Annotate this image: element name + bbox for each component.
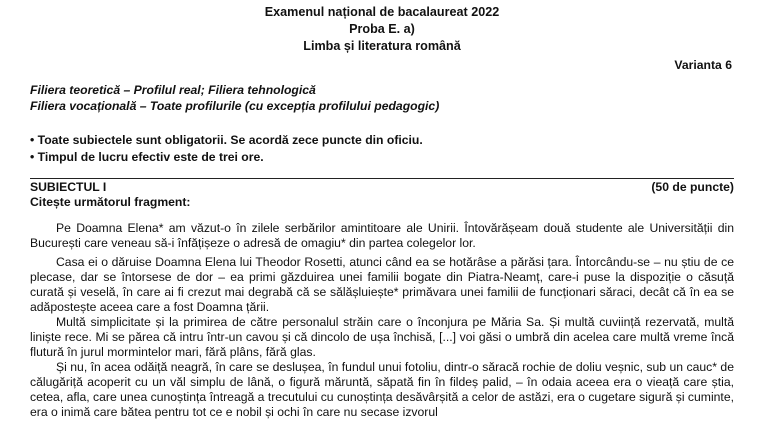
exam-probe: Proba E. a)	[349, 22, 415, 36]
section-points: (50 de puncte)	[651, 180, 734, 194]
instruction: Citește următorul fragment:	[30, 195, 191, 209]
filiera-line: Filiera teoretică – Profilul real; Filiera tehnologică	[30, 83, 316, 97]
variant-label: Varianta 6	[674, 58, 732, 72]
filiera-line: Filiera vocațională – Toate profilurile (cu excepția profilului pedagogic)	[30, 99, 440, 113]
rule-item: • Timpul de lucru efectiv este de trei ore.	[30, 150, 264, 164]
paragraph: Casa ei o dăruise Doamna Elena lui Theodor Rosetti, atunci când ea se hotărâse a părăsi țara. Întorcându-se – nu știu de ce plecase, dar se întorsese de dor – ea primi găzduirea unei familii bogate din Piatra-Neamț, care-i puse la dispoziție o căsuță curată și veselă, în care ai fi crezut mai degrabă că se sălășluiește* primăvara unei familii de funcționari săraci, decât că în ea se adăpostește aceea care a fost Doamna țării.	[30, 255, 734, 314]
fragment-text	[30, 221, 734, 420]
paragraph: Și nu, în acea odăiță neagră, în care se deslușea, în fundul unui fotoliu, dintr-o săracă rochie de doliu veșnic, sub un cauc* de călugăriță acoperit cu un văl simplu de lână, o figură măruntă, săpată fin în fildeș palid, – în odaia aceea era o vieață care știa, cetea, afla, care unea cunoștința întreagă a trecutului cu cunoștința desăvârșită a celor de astăzi, era o cugetare sigură și cuminte, era o inimă care bătea pentru tot ce e nobil și ochi în care nu secase izvorul	[30, 360, 734, 419]
exam-title: Examenul național de bacalaureat 2022	[264, 5, 500, 19]
section-title: SUBIECTUL I	[30, 180, 107, 194]
paragraph: Pe Doamna Elena* am văzut-o în zilele serbărilor amintitoare ale Unirii. Întovărășeam două studente ale Universității din București care veneau să-i înfățișeze o adresă de omagiu* din partea colegelor lor.	[30, 221, 734, 250]
exam-subject: Limba și literatura română	[303, 39, 461, 53]
section-header	[30, 178, 734, 195]
rule-item: • Toate subiectele sunt obligatorii. Se acordă zece puncte din oficiu.	[30, 133, 423, 147]
rules-list	[30, 132, 423, 166]
filiere-block	[30, 82, 439, 114]
paragraph: Multă simplicitate și la primirea de către personalul străin care o înconjura pe Măria Sa. Și multă cuviință rezervată, multă liniște rece. Mi se părea că intru într-un cavou și că dincolo de ușa închisă, [...] voi găsi o umbră din acelea care multă vreme încă flutură în jurul mormintelor mari, fără plâns, fără glas.	[30, 315, 734, 359]
